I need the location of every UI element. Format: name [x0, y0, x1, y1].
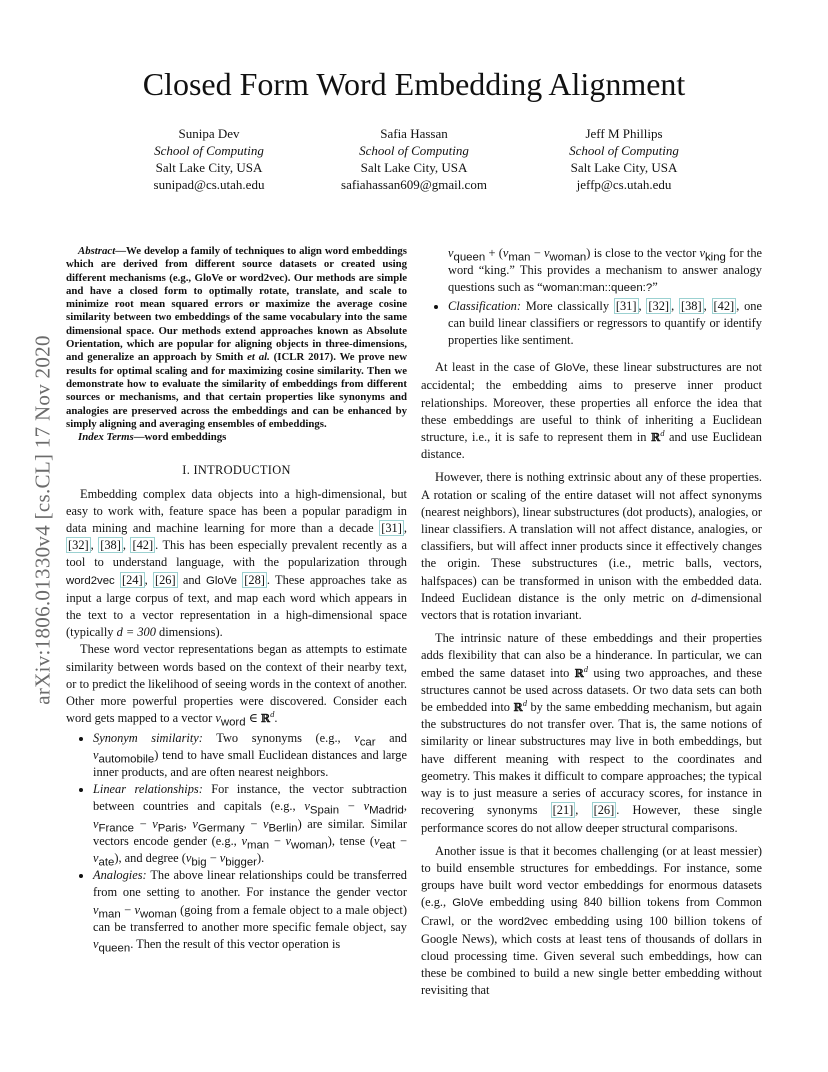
list-item-continued: $v_{queen} + (v_{man} - v_{woman})$ is close to the vector $v_{king}$ for the word “king.” This provides a mechanism to answer analogy questions such as “woman:man::queen:?”: [448, 246, 763, 295]
section-heading: I. INTRODUCTION: [182, 463, 291, 478]
paragraph: Another issue is that it becomes challenging (or at least messier) to build ensemble structures for embeddings. For instance, some groups have built word vector embeddings for enormous datasets (e.g., GloVe embedding using 840 billion tokens from Common Crawl, or the word2vec embedding using 100 billion tokens of Google News), which costs at least tens of thousands of dollars in cloud processing time. Given several such embeddings, how can these be combined to build a new single better embedding without revisiting that: [421, 843, 762, 998]
paragraph: These word vector representations began as attempts to estimate similarity between words based on the context of their nearby text, or to predict the likelihood of seeing words in the context of another. Other more powerful properties were discovered. Consider each word gets mapped to a vector $v_{word}$ ∈ ℝ$^d$.: [66, 642, 407, 729]
author-affiliation: School of Computing: [359, 143, 469, 158]
arxiv-identifier: arXiv:1806.01330v4 [cs.CL] 17 Nov 2020: [30, 335, 55, 705]
author-affiliation: School of Computing: [569, 143, 679, 158]
author-location: Salt Lake City, USA: [570, 160, 678, 175]
author-name: Safia Hassan: [380, 126, 448, 141]
author-name: Jeff M Phillips: [585, 126, 663, 141]
paragraph: Embedding complex data objects into a high-dimensional, but easy to work with, feature space has been a popular paradigm in data mining and machine learning for more than a decade [31] , [32] , [38] , [42] . This has been especially prevalent recently as a tool to understand language, with the popularization through word2vec [24] , [26] and GloVe [28] . These approaches take as input a large corpus of text, and map each word which appears in the text to a vector representation in a high-dimensional space (typically d = 300 dimensions).: [66, 486, 407, 640]
arxiv-sidebar: [26, 280, 60, 760]
citation-link[interactable]: [26]: [154, 572, 176, 587]
bullet-list: [66, 730, 407, 954]
list-item: • Synonym similarity: Two synonyms (e.g., $v_{car}$ and $v_{automobile}$) tend to have small Euclidean distances and large inner products, and are often nearest neighbors.: [93, 730, 407, 782]
list-item: • Analogies: The above linear relationships could be transferred from one setting to another. For instance the gender vector $v_{man} - v_{woman}$ (going from a female object to a male object) can be transferred to another more specific female object, say $v_{queen}$. Then the result of this vector operation is: [93, 867, 407, 953]
citation-link[interactable]: [32]: [68, 538, 89, 553]
author-location: Salt Lake City, USA: [360, 160, 468, 175]
paragraph: However, there is nothing extrinsic about any of these properties. A rotation or scaling of the entire dataset will not affect synonyms (nearest neighbors), linear substructures (dot products), analogies, or linear classifiers. A translation will not affect distance, analogies, or classifiers, but will affect inner products since it effectively changes the origin. These substructures (i.e., metric balls, vectors, halfspaces) can be transformed in unison with the embedded data. Indeed Euclidean distance is the only metric on d-dimensional vectors that is rotation invariant.: [421, 470, 762, 623]
citation-link[interactable]: [31]: [381, 521, 402, 536]
citation-link[interactable]: [21]: [552, 803, 574, 818]
author-location: Salt Lake City, USA: [155, 160, 263, 175]
citation-link[interactable]: [31]: [615, 298, 637, 313]
bullet-list: [421, 245, 762, 349]
citation-link[interactable]: [32]: [648, 298, 670, 313]
right-column: [421, 245, 762, 1000]
author-block: [99, 125, 319, 193]
left-column: [66, 245, 407, 957]
citation-link[interactable]: [38]: [680, 298, 702, 313]
author-email: safiahassan609@gmail.com: [341, 177, 487, 192]
paragraph: At least in the case of GloVe, these linear substructures are not accidental; the embedding aims to preserve inner product relationships. Moreover, these properties all enforce the idea that these embeddings are useful to think of inheriting a Euclidean structure, i.e., it is safe to represent them in ℝ$^d$ and use Euclidean distance.: [421, 360, 763, 462]
author-affiliation: School of Computing: [154, 143, 264, 158]
abstract-label: Abstract: [78, 245, 116, 257]
abstract: Abstract—We develop a family of techniques to align word embeddings which are derived from different source datasets or created using different mechanisms (e.g., GloVe or word2vec). Our methods are simple and have a closed form to optimally rotate, translate, and scale to minimize root mean squared errors or maximize the average cosine similarity between two embeddings of the same vocabulary into the same dimensional space. Our methods extend approaches known as Absolute Orientation, which are popular for aligning objects in three-dimensions, and generalize an approach by Smith et al. (ICLR 2017). We prove new results for optimal scaling and for maximizing cosine similarity. Then we demonstrate how to evaluate the similarity of embeddings from different sources or mechanisms, and that certain properties like synonyms and analogies are preserved across the embeddings and can be enhanced by simply aligning and averaging ensembles of embeddings.: [66, 245, 408, 430]
paragraph: The intrinsic nature of these embeddings and their properties adds flexibility that can also be a hinderance. In particular, we can embed the same dataset into ℝ$^d$ using two approaches, and these structures cannot be used across datasets. Or two data sets can both be embedded into ℝ$^d$ by the same embedding mechanism, but again the substructures do not transfer over. That is, the same notions of similarity or linear substructures may live in both embeddings, but have different meaning with respect to the coordinates and geometry. This makes it difficult to compare approaches; the typical way is to just measure a series of accuracy scores, for instance in recovering synonyms [21] , [26] . However, these single performance scores do not allow deeper structural comparisons.: [421, 631, 762, 835]
citation-link[interactable]: [24]: [121, 572, 143, 587]
author-block: [514, 125, 734, 193]
author-email: sunipad@cs.utah.edu: [153, 177, 265, 192]
author-email: jeffp@cs.utah.edu: [576, 177, 672, 192]
citation-link[interactable]: [38]: [100, 538, 121, 553]
citation-link[interactable]: [26]: [593, 803, 615, 818]
author-block: [304, 125, 524, 193]
author-name: Sunipa Dev: [178, 126, 240, 141]
citation-link[interactable]: [42]: [713, 298, 735, 313]
citation-link[interactable]: [28]: [244, 572, 265, 587]
paper-title: Closed Form Word Embedding Alignment: [142, 66, 686, 102]
index-terms: Index Terms—word embeddings: [78, 431, 227, 444]
list-item: • Linear relationships: For instance, the vector subtraction between countries and capitals (e.g., $v_{Spain} - v_{Madrid}$, $v_{France} - v_{Paris}$, $v_{Germany} - v_{Berlin}$) are similar. Similar vectors encode gender (e.g., $v_{man} - v_{woman}$), tense $(v_{eat} - v_{ate})$, and degree $(v_{big} - v_{bigger})$.: [93, 781, 407, 867]
list-item: • Classification: More classically [31] , [32] , [38] , [42] , one can build linear classifiers or regressors to quantify or identify properties like sentiment.: [448, 298, 762, 350]
citation-link[interactable]: [42]: [132, 538, 154, 553]
